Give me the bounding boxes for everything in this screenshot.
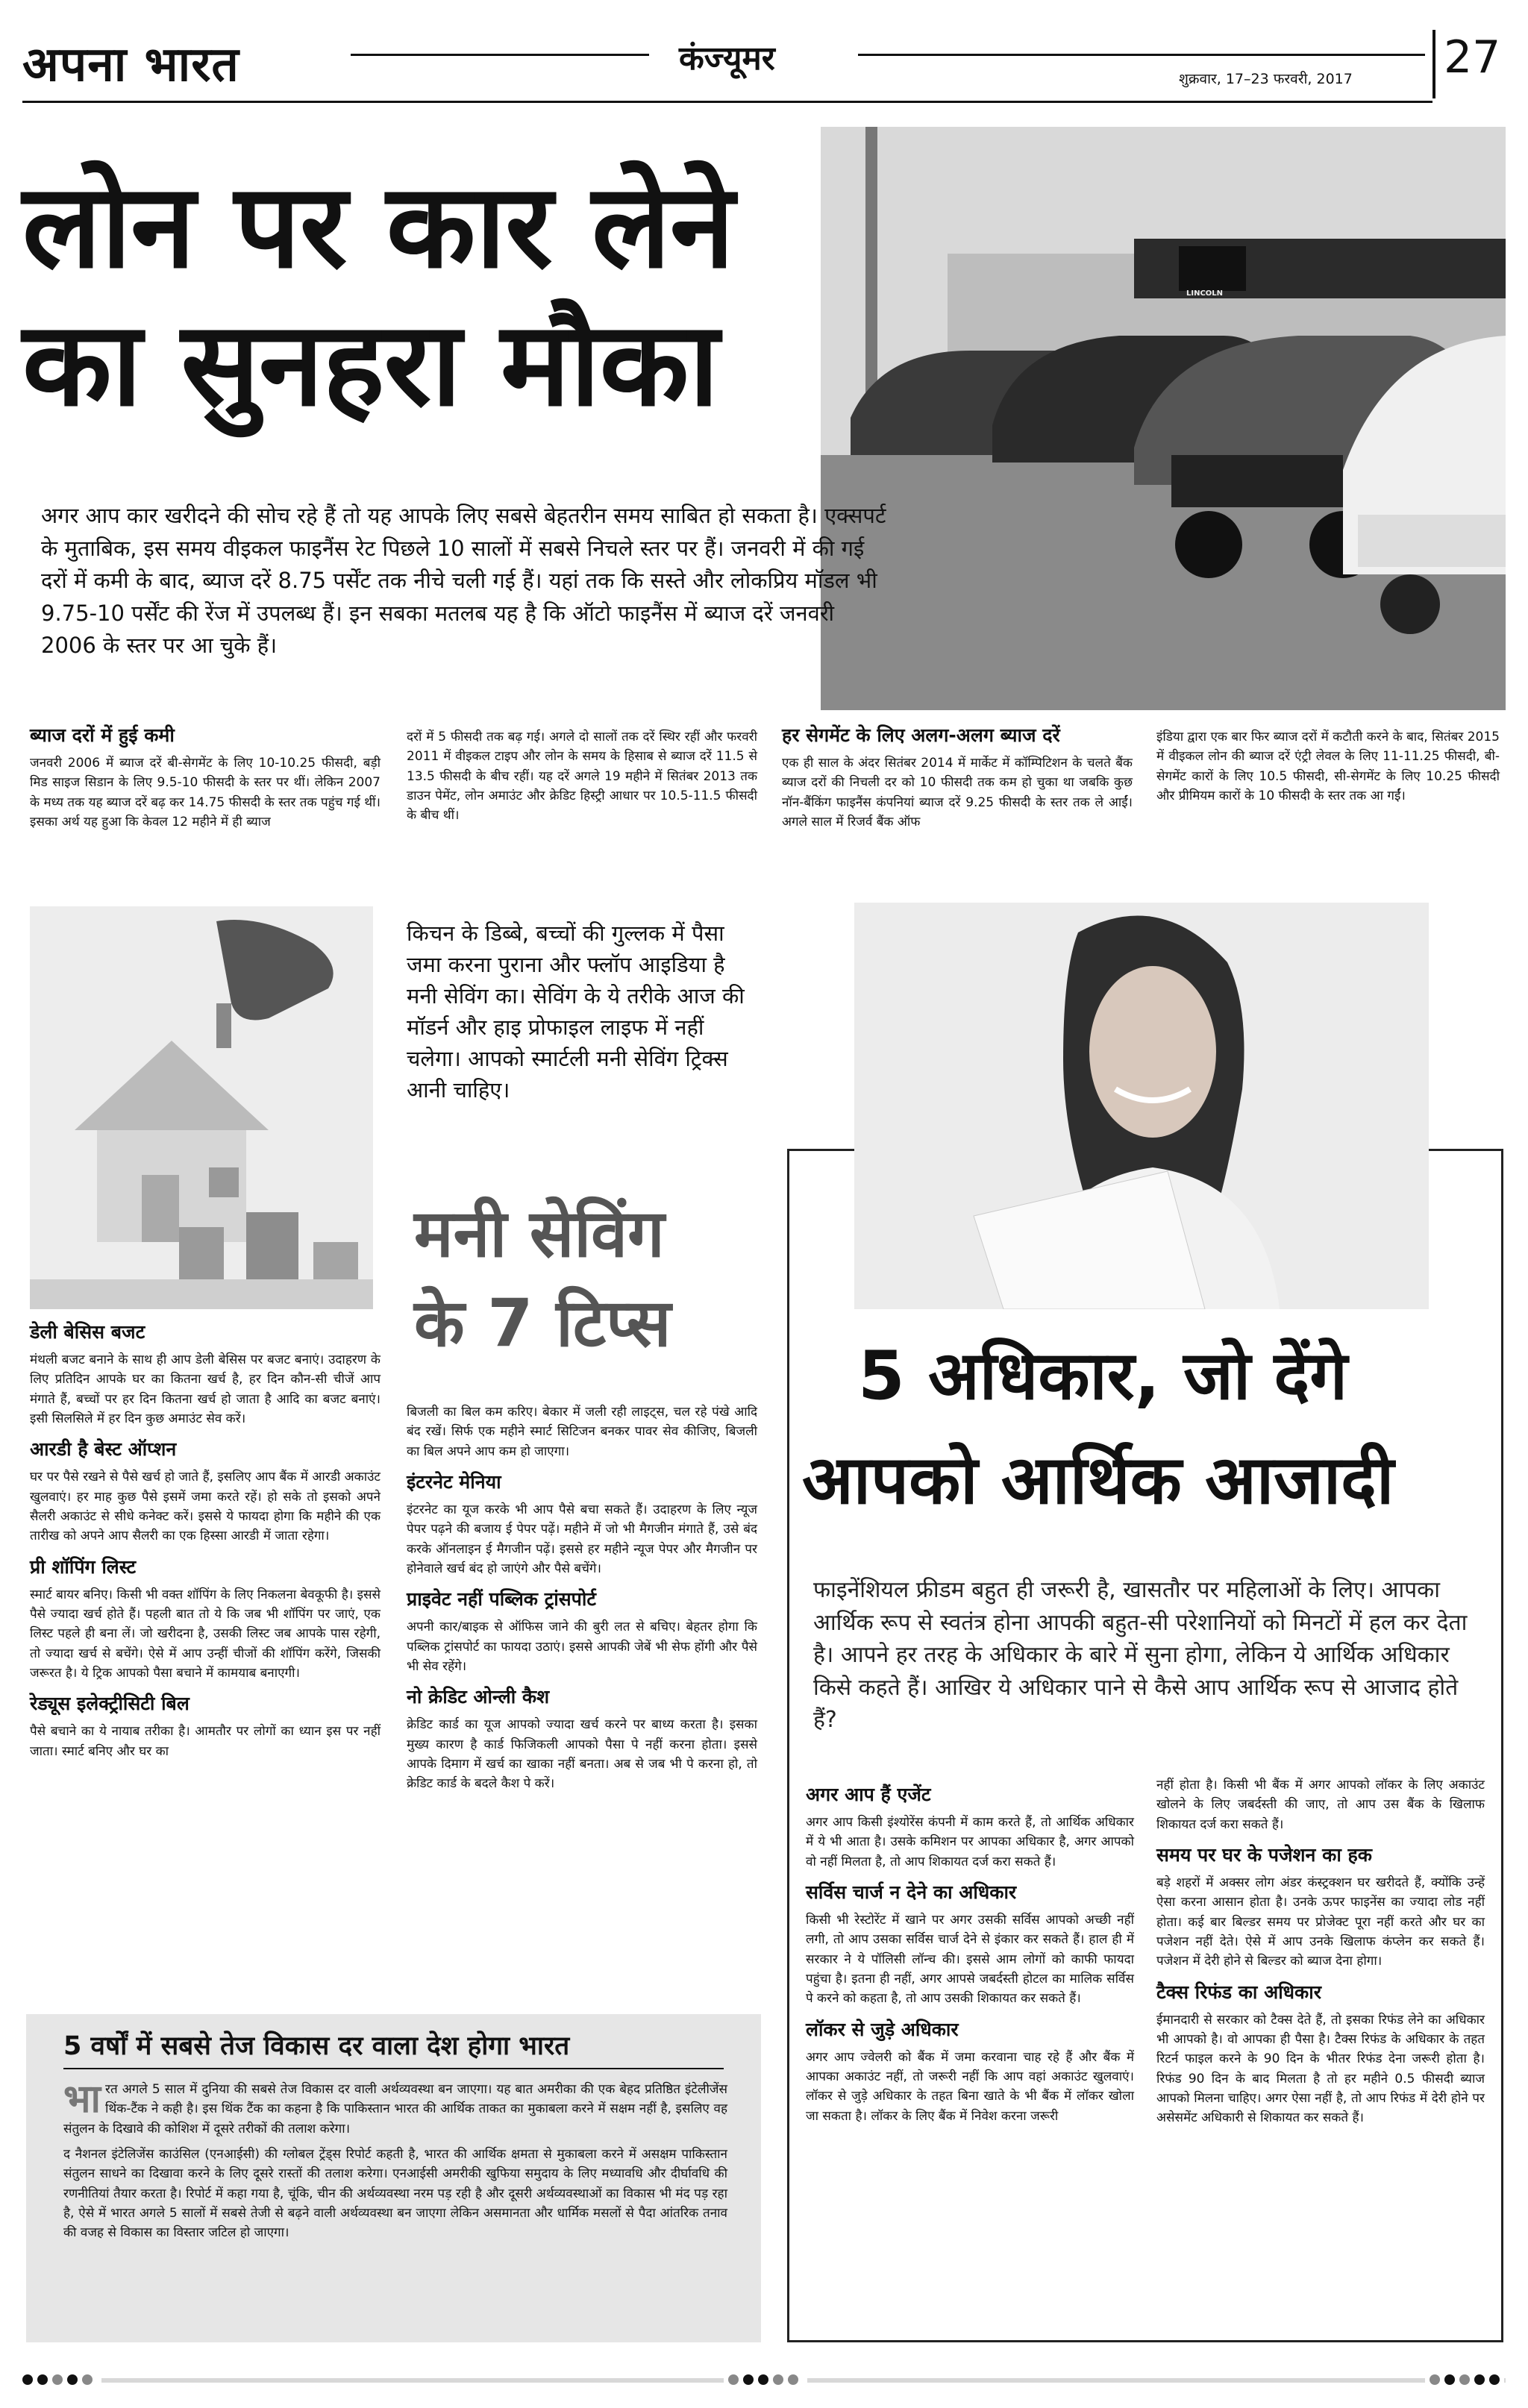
lead-intro: अगर आप कार खरीदने की सोच रहे हैं तो यह आपके लिए सबसे बेहतरीन समय साबित हो सकता है। एक्सपर्ट के मुताबिक, इस समय वीइकल फाइनैंस रेट पिछले 10 सालों में सबसे निचले स्तर पर हैं। जनवरी में की गई दरों में कमी के बाद, ब्याज दरें 8.75 पर्सेंट तक नीचे चली गई हैं। यहां तक कि सस्ते और लोकप्रिय मॉडल भी 9.75-10 पर्सेंट की रेंज में उपलब्ध हैं। इन सबका मतलब यह है कि ऑटो फाइनैंस में ब्याज दरें जनवरी 2006 के स्तर पर आ चुके हैं। xyxy=(41,503,886,658)
tip-2-text: घर पर पैसे रखने से पैसे खर्च हो जाते हैं, इसलिए आप बैंक में आरडी अकाउंट खुलवाएं। हर माह कुछ पैसे इसमें जमा करते रहें। हो सके तो इसको अपने सैलरी अकाउंट से सीधे कनेक्ट करें। इससे ये फायदा होगा कि महीने की एक तारीख को अपने आप सैलरी का एक हिस्सा आरडी में जाता रहेगा। xyxy=(30,1470,381,1544)
tip-1-heading: डेली बेसिस बजट xyxy=(30,1321,145,1343)
right-1-heading: अगर आप हैं एजेंट xyxy=(806,1784,931,1805)
rights-box xyxy=(787,1149,1503,2342)
lincoln-sign: LINCOLN xyxy=(1186,289,1224,298)
lead-subhead-2: हर सेगमेंट के लिए अलग-अलग ब्याज दरें xyxy=(782,724,1060,746)
tip-4-text: पैसे बचाने का ये नायाब तरीका है। आमतौर पर लोगों का ध्यान इस पर नहीं जाता। स्मार्ट बनिए और घर का xyxy=(30,1724,381,1759)
lead-text-2: दरों में 5 फीसदी तक बढ़ गई। अगले दो सालों तक दरें स्थिर रहीं और फरवरी 2011 में वीइकल टाइप और लोन के समय के हिसाब से ब्याज दरें 11.5 से 13.5 फीसदी के बीच रहीं। यह दरें अगले 19 महीने में सितंबर 2013 तक डाउन पेमेंट, लोन अमाउंट और क्रेडिट हिस्ट्री आधार पर 10.5-11.5 फीसदी के बीच थीं। xyxy=(407,730,757,824)
right-4-heading: समय पर घर के पजेशन का हक xyxy=(1156,1844,1372,1866)
lead-text-1: जनवरी 2006 में ब्याज दरें बी-सेगमेंट के लिए 10-10.25 फीसदी, बड़ी मिड साइज सिडान के लिए 9.5-10 फीसदी के स्तर पर थीं। लेकिन 2007 के मध्य तक यह ब्याज दरें बढ़ कर 14.75 फीसदी के स्तर तक पहुंच गई थीं। इसका अर्थ यह हुआ कि केवल 12 महीने में ही ब्याज xyxy=(30,756,381,830)
rights-title-line-1: 5 अधिकार, जो देंगे xyxy=(858,1337,1348,1415)
saving-column-left xyxy=(30,1313,381,1769)
footer-dots-left xyxy=(22,2374,101,2388)
tip-5-heading: इंटरनेट मेनिया xyxy=(407,1471,501,1493)
right-5-heading: टैक्स रिफंड का अधिकार xyxy=(1156,1981,1321,2003)
right-2-heading: सर्विस चार्ज न देने का अधिकार xyxy=(806,1881,1017,1904)
rights-column-left xyxy=(806,1775,1134,2133)
tip-4-text-continued: बिजली का बिल कम करिए। बेकार में जली रही लाइट्स, चल रहे पंखे आदि बंद रखें। सिर्फ एक महीने स्मार्ट सिटिजन बनकर पावर सेव कीजिए, बिजली का बिल अपने आप कम हो जाएगा। xyxy=(407,1405,757,1459)
lead-column-3 xyxy=(782,716,1133,839)
saving-title-line-1: मनी सेविंग xyxy=(414,1195,665,1272)
lead-text-3: एक ही साल के अंदर सितंबर 2014 में मार्केट में कॉम्पिटिशन के चलते बैंक ब्याज दरों की निचली दर को 10 फीसदी तक कम हो चुका था जबकि कुछ नॉन-बैंकिंग फाइनैंस कंपनियां ब्याज दरें 9.25 फीसदी के स्तर तक ले आईं। अगले साल में रिजर्व बैंक ऑफ xyxy=(782,756,1133,830)
lead-column-4 xyxy=(1156,727,1500,813)
footer-dots-right xyxy=(1425,2374,1504,2388)
india-growth-box xyxy=(26,2014,761,2342)
tip-4-heading: रेड्यूस इलेक्ट्रीसिटी बिल xyxy=(30,1693,190,1715)
masthead-bottom-rule xyxy=(22,101,1432,103)
right-3-heading: लॉकर से जुड़े अधिकार xyxy=(806,2018,959,2040)
rights-title-line-2: आपको आर्थिक आजादी xyxy=(802,1441,1394,1520)
india-growth-para-1 xyxy=(63,2077,727,2139)
section-name: कंज्यूमर xyxy=(679,40,775,78)
rights-column-right xyxy=(1156,1775,1485,2136)
saving-intro: किचन के डिब्बे, बच्चों की गुल्लक में पैसा जमा करना पुराना और फ्लॉप आइडिया है मनी सेविंग का। सेविंग के ये तरीके आज की मॉडर्न और हाइ प्रोफाइल लाइफ में नहीं चलेगा। आपको स्मार्टली मनी सेविंग ट्रिक्स आनी चाहिए। xyxy=(407,921,745,1103)
lead-column-1 xyxy=(30,716,381,839)
house-photo-art xyxy=(30,906,373,1309)
page-number: 27 xyxy=(1444,31,1501,84)
saving-title-line-2: के 7 टिप्स xyxy=(414,1285,671,1361)
car-photo-art xyxy=(821,127,1506,710)
saving-column-middle xyxy=(407,1402,757,1802)
car-dealership-photo xyxy=(821,127,1506,710)
right-3-text-continued: नहीं होता है। किसी भी बैंक में अगर आपको लॉकर के लिए अकाउंट खोलने के लिए जबर्दस्ती की जाए, तो आप उस बैंक के खिलाफ शिकायत दर्ज करा सकते हैं। xyxy=(1156,1778,1485,1832)
paper-name: अपना भारत xyxy=(22,37,239,93)
tip-3-heading: प्री शॉपिंग लिस्ट xyxy=(30,1555,137,1578)
lead-headline-line-1: लोन पर कार लेने xyxy=(22,158,734,294)
lead-text-4: इंडिया द्वारा एक बार फिर ब्याज दरों में कटौती करने के बाद, सितंबर 2015 में वीइकल लोन की ब्याज दरें एंट्री लेवल के लिए 11-11.25 फीसदी, बी-सेगमेंट कारों के लिए 10.5 फीसदी, सी-सेगमेंट के लिए 10.25 फीसदी और प्रीमियम कारों के 10 फीसदी के स्तर तक आ गईं। xyxy=(1156,730,1500,804)
drop-cap: भा xyxy=(63,2077,101,2122)
tip-1-text: मंथली बजट बनाने के साथ ही आप डेली बेसिस पर बजट बनाएं। उदाहरण के लिए प्रतिदिन आपके घर का कितना खर्च है, हर दिन कौन-सी चीजें आप मंगाते हैं, बच्चों पर हर दिन कितना खर्च हो जाता है आदि का बजट बनाएं। इसी सिलसिले में हर दिन कुछ अमाउंट सेव करें। xyxy=(30,1352,381,1427)
india-growth-body xyxy=(63,2077,727,2251)
right-3-text: अगर आप ज्वेलरी को बैंक में जमा करवाना चाह रहे हैं और बैंक में आपका अकाउंट नहीं, तो जरूरी नहीं कि आप वहां अकाउंट खुलवाएं। लॉकर से जुड़े अधिकार के तहत बिना खाते के भी बैंक में लॉकर खोला जा सकता है। लॉकर के लिए बैंक में निवेश करना जरूरी xyxy=(806,2049,1134,2124)
right-1-text: अगर आप किसी इंश्योरेंस कंपनी में काम करते हैं, तो आर्थिक अधिकार में ये भी आता है। उसके कमिशन पर आपका अधिकार है, अगर आपको वो नहीं मिलता है, तो आप शिकायत दर्ज करा सकते हैं। xyxy=(806,1815,1134,1869)
masthead-rule-right xyxy=(858,54,1425,56)
lead-subhead-1: ब्याज दरों में हुई कमी xyxy=(30,724,175,746)
right-5-text: ईमानदारी से सरकार को टैक्स देते हैं, तो इसका रिफंड लेने का अधिकार भी आपको है। वो आपका ही पैसा है। टैक्स रिफंड के अधिकार के तहत रिटर्न फाइल करने के 90 दिन के भीतर रिफंड देना जरूरी होता है। रिफंड 90 दिन के बाद मिलता है तो हर महीने 0.5 फीसदी ब्याज आपको मिलना चाहिए। अगर ऐसा नहीं है, तो आप रिफंड में देरी होने पर असेसमेंट अधिकारी से शिकायत कर सकते हैं। xyxy=(1156,2012,1485,2126)
tip-2-heading: आरडी है बेस्ट ऑप्शन xyxy=(30,1438,177,1461)
tip-3-text: स्मार्ट बायर बनिए। किसी भी वक्त शॉपिंग के लिए निकलना बेवकूफी है। इससे पैसे ज्यादा खर्च होते हैं। पहली बात तो ये कि जब भी शॉपिंग पर जाएं, एक लिस्ट पहले ही बना लें। जो खरीदना है, उसकी लिस्ट जब आपके पास रहेगी, तो ज्यादा खर्च से बचेंगे। ऐसे में आप उन्हीं चीजों की शॉपिंग करेंगे, जिसकी जरूरत है। ये ट्रिक आपको पैसा बचाने में कामयाब बनाएगी। xyxy=(30,1587,381,1681)
lead-headline-line-2: का सुनहरा मौका xyxy=(22,296,718,432)
india-growth-title: 5 वर्षों में सबसे तेज विकास दर वाला देश होगा भारत xyxy=(63,2031,570,2061)
masthead-date: शुक्रवार, 17–23 फरवरी, 2017 xyxy=(1179,71,1353,87)
house-coins-photo xyxy=(30,906,373,1309)
india-growth-para-2: द नैशनल इंटेलिजेंस काउंसिल (एनआईसी) की ग्लोबल ट्रेंड्स रिपोर्ट कहती है, भारत की आर्थिक क्षमता से मुकाबला करने में असक्षम पाकिस्तान संतुलन साधने का दिखावा करने के लिए दूसरे रास्तों की तलाश करेगा। एनआईसी अमरीकी खुफिया समुदाय के लिए मध्यावधि और दीर्घावधि की रणनीतियां तैयार करता है। रिपोर्ट में कहा गया है, चूंकि, चीन की अर्थव्यवस्था नरम पड़ रही है और दूसरी अर्थव्यवस्थाओं का विकास भी मंद पड़ रहा है, ऐसे में भारत अगले 5 सालों में सबसे तेजी से बढ़ने वाली अर्थव्यवस्था बन जाएगा लेकिन असमानता और धार्मिक मसलों से पैदा आंतरिक तनाव की वजह से विकास का विस्तार जटिल हो जाएगा। xyxy=(63,2147,727,2241)
lead-column-2 xyxy=(407,727,757,833)
masthead-rule-left xyxy=(351,54,649,56)
footer-bar xyxy=(22,2372,1506,2389)
rights-box-top-rule xyxy=(787,1149,854,1151)
rights-intro: फाइनेंशियल फ्रीडम बहुत ही जरूरी है, खासतौर पर महिलाओं के लिए। आपका आर्थिक रूप से स्वतंत्र होना आपकी बहुत-सी परेशानियों को मिनटों में हल कर देता है। आपने हर तरह के अधिकार के बारे में सुना होगा, लेकिन ये आर्थिक अधिकार किसे कहते हैं। आखिर ये अधिकार पाने से कैसे आप आर्थिक रूप से आजाद होते हैं? xyxy=(813,1577,1468,1733)
tip-7-text: क्रेडिट कार्ड का यूज आपको ज्यादा खर्च करने पर बाध्य करता है। इसका मुख्य कारण है कार्ड फिजिकली आपको पैसा पे नहीं करना होता। इससे आपके दिमाग में खर्च का खाका नहीं बनता। अब से जब भी पे करना हो, तो क्रेडिट कार्ड के बदले कैश पे करें। xyxy=(407,1717,757,1792)
india-growth-title-rule xyxy=(63,2068,724,2069)
tip-7-heading: नो क्रेडिट ओन्ली कैश xyxy=(407,1686,550,1708)
footer-dots-center xyxy=(724,2374,807,2388)
india-growth-text-1: रत अगले 5 साल में दुनिया की सबसे तेज विकास दर वाली अर्थव्यवस्था बन जाएगा। यह बात अमरीका की एक बेहद प्रतिष्ठित इंटेलीजेंस थिंक-टैंक ने कही है। इस थिंक टैंक का कहना है कि पाकिस्तान भारत की आर्थिक ताकत का मुकाबला करने में सक्षम नहीं है, इसलिए वह संतुलन के दिखावे की कोशिश में दूसरे तरीकों की तलाश करेगा। xyxy=(63,2082,727,2136)
tip-5-text: इंटरनेट का यूज करके भी आप पैसे बचा सकते हैं। उदाहरण के लिए न्यूज पेपर पढ़ने की बजाय ई पेपर पढ़ें। महीने में जो भी मैगजीन मंगाते हैं, उसे बंद करके ऑनलाइन ई मैगजीन पढ़ें। इससे हर महीने न्यूज पेपर और मैगजीन पर होनेवाले खर्च बंद हो जाएंगे और पैसे बचेंगे। xyxy=(407,1502,757,1577)
right-4-text: बड़े शहरों में अक्सर लोग अंडर कंस्ट्रक्शन घर खरीदते हैं, क्योंकि उन्हें ऐसा करना आसान होता है। उनके ऊपर फाइनेंस का ज्यादा लोड नहीं होता। कई बार बिल्डर समय पर प्रोजेक्ट पूरा नहीं करते और घर का पजेशन नहीं देते। ऐसे में आप उनके खिलाफ कंप्लेन कर सकते हैं। पजेशन में देरी होने से बिल्डर को ब्याज देना होगा। xyxy=(1156,1875,1485,1969)
masthead-divider xyxy=(1432,30,1435,98)
tip-6-heading: प्राइवेट नहीं पब्लिक ट्रांसपोर्ट xyxy=(407,1588,596,1611)
right-2-text: किसी भी रेस्टोरेंट में खाने पर अगर उसकी सर्विस आपको अच्छी नहीं लगी, तो आप उसका सर्विस चार्ज देने से इंकार कर सकते हैं। हाल ही में सरकार ने ये पॉलिसी लॉन्च की। इससे आम लोगों को काफी फायदा पहुंचा है। इतना ही नहीं, अगर आपसे जबर्दस्ती होटल का मालिक सर्विस पे करने को कहता है, तो आप उसकी शिकायत कर सकते हैं। xyxy=(806,1913,1134,2007)
masthead xyxy=(22,30,1506,101)
tip-6-text: अपनी कार/बाइक से ऑफिस जाने की बुरी लत से बचिए। बेहतर होगा कि पब्लिक ट्रांसपोर्ट का फायदा उठाएं। इससे आपकी जेबें भी सेफ होंगी और पैसे भी सेव रहेंगे। xyxy=(407,1620,757,1675)
rights-box-top-rule-right xyxy=(1429,1149,1503,1151)
